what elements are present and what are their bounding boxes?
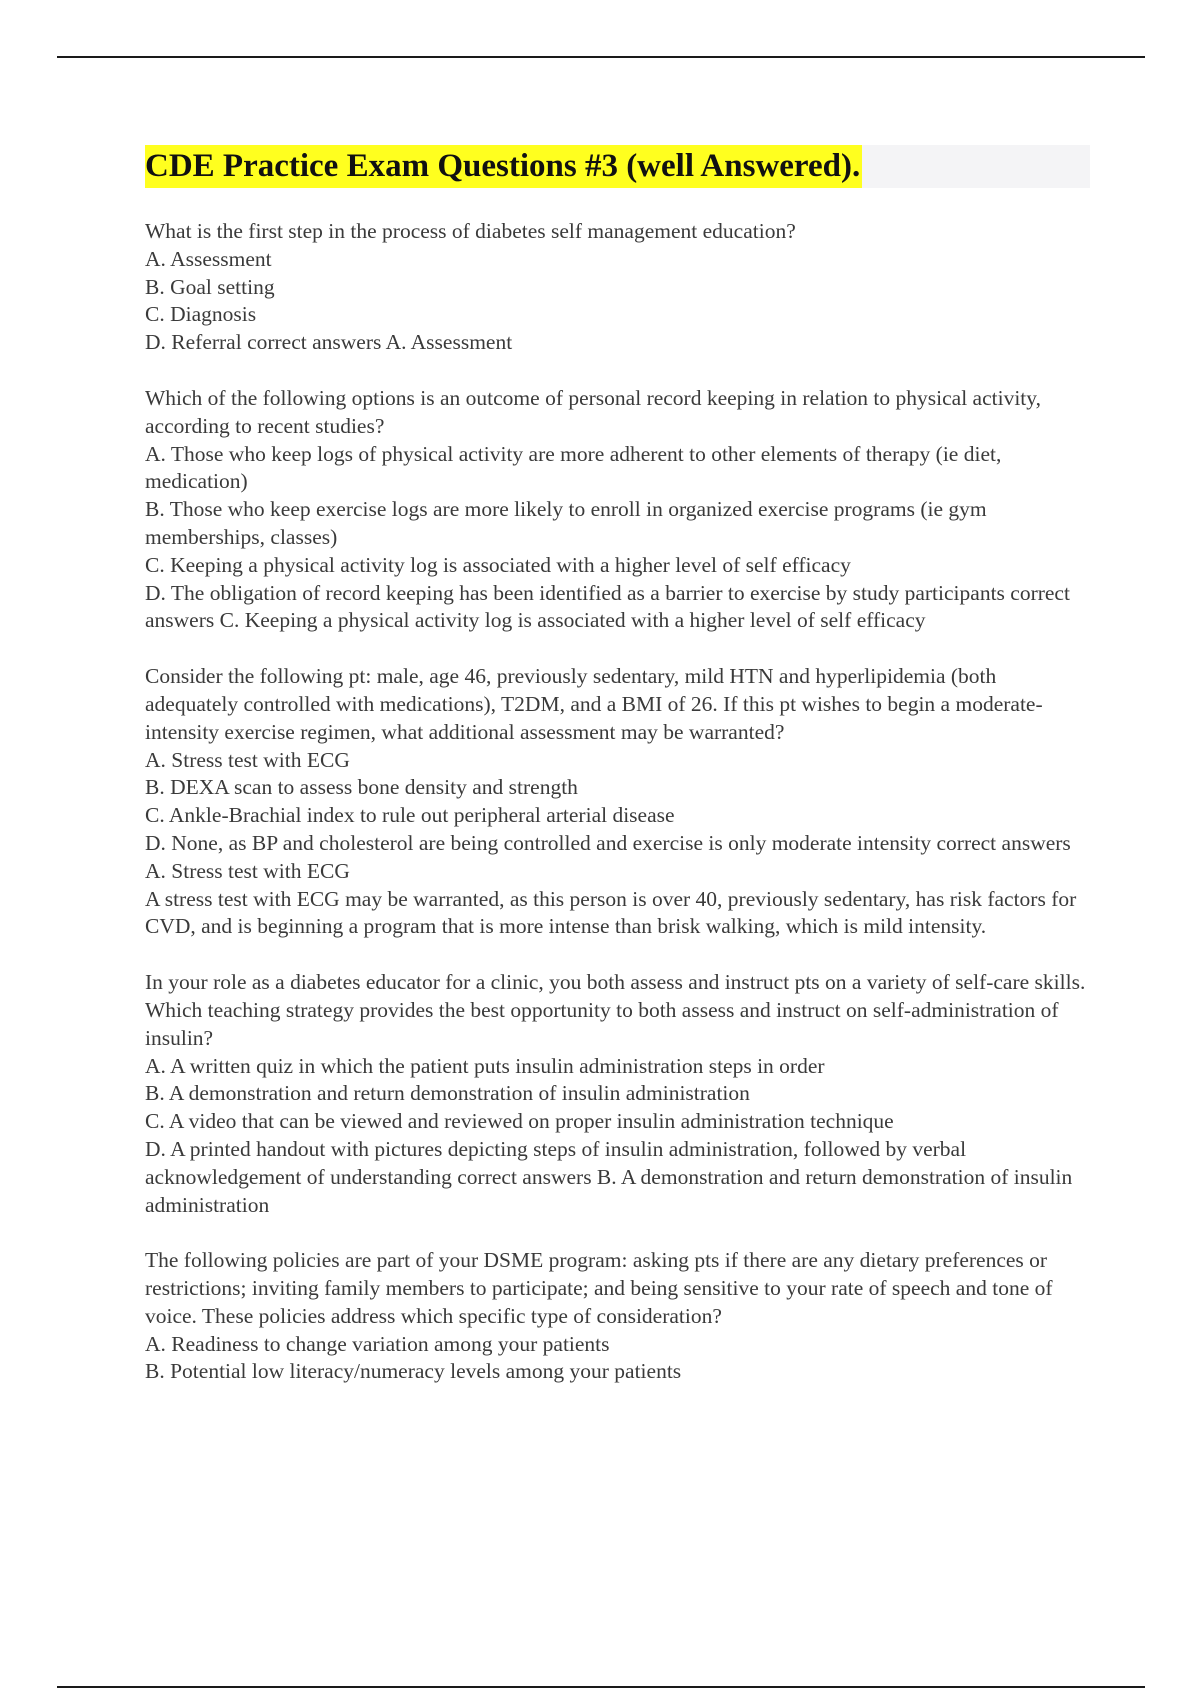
answer-option: D. None, as BP and cholesterol are being controlled and exercise is only moderate intensity correct answers A. Stress test with ECG (145, 830, 1071, 883)
answer-option: C. Ankle-Brachial index to rule out peripheral arterial disease (145, 803, 675, 828)
answer-option: B. DEXA scan to assess bone density and strength (145, 775, 578, 800)
question-1 (145, 218, 1090, 357)
question-text: Which of the following options is an outcome of personal record keeping in relation to physical activity, according to recent studies? (145, 385, 1041, 438)
answer-option: C. A video that can be viewed and reviewed on proper insulin administration technique (145, 1109, 894, 1134)
answer-option: C. Keeping a physical activity log is associated with a higher level of self efficacy (145, 552, 851, 577)
answer-option: A. Those who keep logs of physical activity are more adherent to other elements of therapy (ie diet, medication) (145, 441, 1002, 494)
question-text: What is the first step in the process of diabetes self management education? (145, 219, 796, 243)
answer-explanation: A stress test with ECG may be warranted, as this person is over 40, previously sedentary, has risk factors for CVD, and is beginning a program that is more intense than brisk walking, which is mild intensity. (145, 886, 1077, 939)
question-4 (145, 969, 1090, 1219)
question-text: The following policies are part of your DSME program: asking pts if there are any dietary preferences or restrictions; inviting family members to participate; and being sensitive to your rate of speech and tone of voice. These policies address which specific type of consideration? (145, 1248, 1053, 1328)
question-3 (145, 663, 1090, 941)
answer-option: B. Goal setting (145, 274, 275, 299)
header-rule (57, 56, 1145, 58)
question-2 (145, 385, 1090, 635)
answer-option: B. Those who keep exercise logs are more likely to enroll in organized exercise programs (ie gym memberships, classes) (145, 497, 987, 549)
answer-option: D. The obligation of record keeping has been identified as a barrier to exercise by study participants correct answers C. Keeping a physical activity log is associated with a higher level of self efficacy (145, 580, 1070, 633)
question-5 (145, 1247, 1090, 1386)
question-text: Consider the following pt: male, age 46, previously sedentary, mild HTN and hyperlipidemia (both adequately controlled with medications), T2DM, and a BMI of 26. If this pt wishes to begin a moderate-intensity exercise regimen, what additional assessment may be warranted? (145, 664, 1043, 744)
answer-option: C. Diagnosis (145, 302, 257, 327)
answer-option: A. Assessment (145, 246, 272, 271)
footer-rule (57, 1686, 1145, 1688)
answer-option: A. Stress test with ECG (145, 747, 350, 772)
document-title: CDE Practice Exam Questions #3 (well Answered). (145, 145, 862, 188)
title-band (145, 145, 1090, 188)
document-body (145, 145, 1090, 1414)
answer-option: A. A written quiz in which the patient puts insulin administration steps in order (145, 1053, 825, 1078)
question-text: In your role as a diabetes educator for a clinic, you both assess and instruct pts on a variety of self-care skills. Which teaching strategy provides the best opportunity to both assess and instruct on self-administration of insulin? (145, 970, 1086, 1050)
answer-option: D. Referral correct answers A. Assessment (145, 330, 513, 355)
answer-option: B. Potential low literacy/numeracy levels among your patients (145, 1359, 682, 1384)
answer-option: B. A demonstration and return demonstration of insulin administration (145, 1081, 750, 1106)
answer-option: A. Readiness to change variation among your patients (145, 1331, 610, 1356)
answer-option: D. A printed handout with pictures depicting steps of insulin administration, followed by verbal acknowledgement of understanding correct answers B. A demonstration and return demonstration of insulin administration (145, 1136, 1073, 1217)
